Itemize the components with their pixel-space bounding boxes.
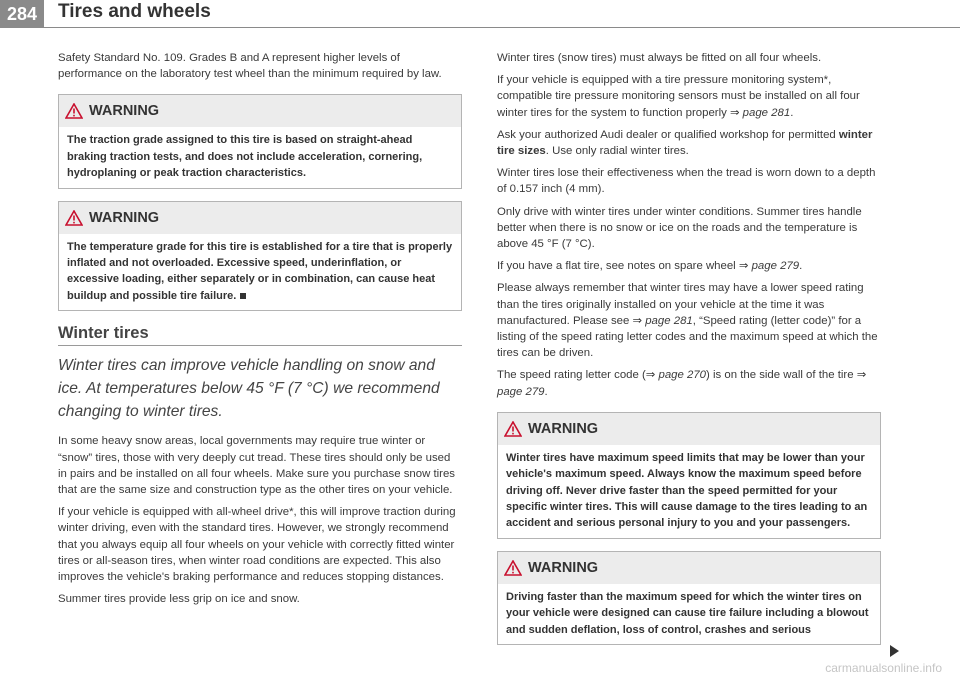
warning-text: Winter tires have maximum speed limits that may be lower than your vehicle's maximum speed. Always know the maximum speed before driving off. Never drive faster than the speed permitted for your specific winter tires. This will cause damage to the tires leading to an accident and serious personal injury to you and your passengers. xyxy=(506,451,868,530)
warning-triangle-icon xyxy=(504,560,522,576)
warning-text: The traction grade assigned to this tire is based on straight-ahead braking traction tests, and does not include acceleration, cornering, hydroplaning or peak traction characteristics. xyxy=(67,134,423,180)
paragraph: Ask your authorized Audi dealer or qualified workshop for permitted winter tire sizes. Use only radial winter tires. xyxy=(497,128,873,158)
emphasis: winter tire sizes xyxy=(497,128,873,158)
page-reference-link[interactable]: ⇒ page 279 xyxy=(738,260,800,273)
warning-box xyxy=(58,94,462,188)
warning-heading: WARNING xyxy=(89,209,160,226)
left-column xyxy=(58,50,462,613)
paragraph: The speed rating letter code (⇒ page 270) is on the side wall of the tire ⇒ page 279. xyxy=(497,369,867,398)
header-divider xyxy=(0,27,960,28)
paragraph: Summer tires provide less grip on ice and snow. xyxy=(58,593,300,606)
warning-heading: WARNING xyxy=(528,420,599,437)
warning-heading: WARNING xyxy=(528,559,599,576)
page-reference-link[interactable]: ⇒ page 281 xyxy=(632,314,693,327)
warning-triangle-icon xyxy=(65,210,83,226)
warning-box xyxy=(58,201,462,312)
paragraph: If you have a flat tire, see notes on spare wheel ⇒ page 279. xyxy=(497,260,803,273)
page-reference-link[interactable]: ⇒ page 281 xyxy=(729,106,791,119)
warning-triangle-icon xyxy=(504,421,522,437)
section-intro: Winter tires can improve vehicle handling on snow and ice. At temperatures below 45 °F (7 °C) we recommend changing to winter tires. xyxy=(58,357,440,421)
paragraph: In some heavy snow areas, local governments may require true winter or “snow” tires, those with very deeply cut tread. These tires should only be used in pairs and be installed on all four wheels. Make sure you purchase snow tires that are the same size and construction type as the other tires on your vehicle. xyxy=(58,435,455,497)
section-heading: Winter tires xyxy=(58,325,462,346)
warning-header xyxy=(498,413,880,445)
warning-header xyxy=(59,202,461,234)
paragraph: If your vehicle is equipped with all-wheel drive*, this will improve traction during winter driving, even with the standard tires. However, we strongly recommend that you always equip all four wheels on your vehicle with correctly fitted winter tires or all-season tires, when winter road conditions are expected. This also improves the vehicle's braking performance and reduces stopping distances. xyxy=(58,506,456,584)
warning-text: Driving faster than the maximum speed for which the winter tires on your vehicle were designed can cause tire failure including a blowout and sudden deflation, loss of control, crashes and serious xyxy=(506,590,869,636)
warning-box xyxy=(497,551,881,645)
warning-header xyxy=(498,552,880,584)
paragraph: Safety Standard No. 109. Grades B and A represent higher levels of performance on the laboratory test wheel than the minimum required by law. xyxy=(58,52,442,81)
page-reference-link[interactable]: ⇒ page 270 xyxy=(645,369,707,382)
paragraph: Only drive with winter tires under winter conditions. Summer tires handle better when there is no snow or ice on the roads and the temperature is above 45 °F (7 °C). xyxy=(497,205,862,251)
watermark: carmanualsonline.info xyxy=(825,661,942,675)
section-end-marker xyxy=(240,293,246,299)
paragraph: Winter tires (snow tires) must always be fitted on all four wheels. xyxy=(497,52,822,64)
paragraph: Winter tires lose their effectiveness when the tread is worn down to a depth of 0.157 inch (4 mm). xyxy=(497,167,876,196)
warning-header xyxy=(59,95,461,127)
warning-triangle-icon xyxy=(65,103,83,119)
warning-heading: WARNING xyxy=(89,103,160,120)
page-number: 284 xyxy=(0,0,44,28)
page-reference-link[interactable]: ⇒ page 279 xyxy=(497,369,867,398)
paragraph: Please always remember that winter tires may have a lower speed rating than the tires originally installed on your vehicle at the time it was manufactured. Please see ⇒ page 281, “Speed rating (letter code)” for a listing of the speed rating letter codes and the maximum speed at which the tires can be driven. xyxy=(497,282,878,360)
right-column xyxy=(497,50,881,657)
warning-text: The temperature grade for this tire is established for a tire that is properly inflated and not overloaded. Excessive speed, underinflation, or excessive loading, either separately or in combination, can cause heat buildup and possible tire failure. xyxy=(67,240,453,302)
chapter-title: Tires and wheels xyxy=(58,1,211,22)
paragraph: If your vehicle is equipped with a tire pressure monitoring system*, compatible tire pressure monitoring sensors must be installed on all four winter tires for the system to function properly ⇒ page 281. xyxy=(497,74,860,119)
warning-box xyxy=(497,412,881,539)
